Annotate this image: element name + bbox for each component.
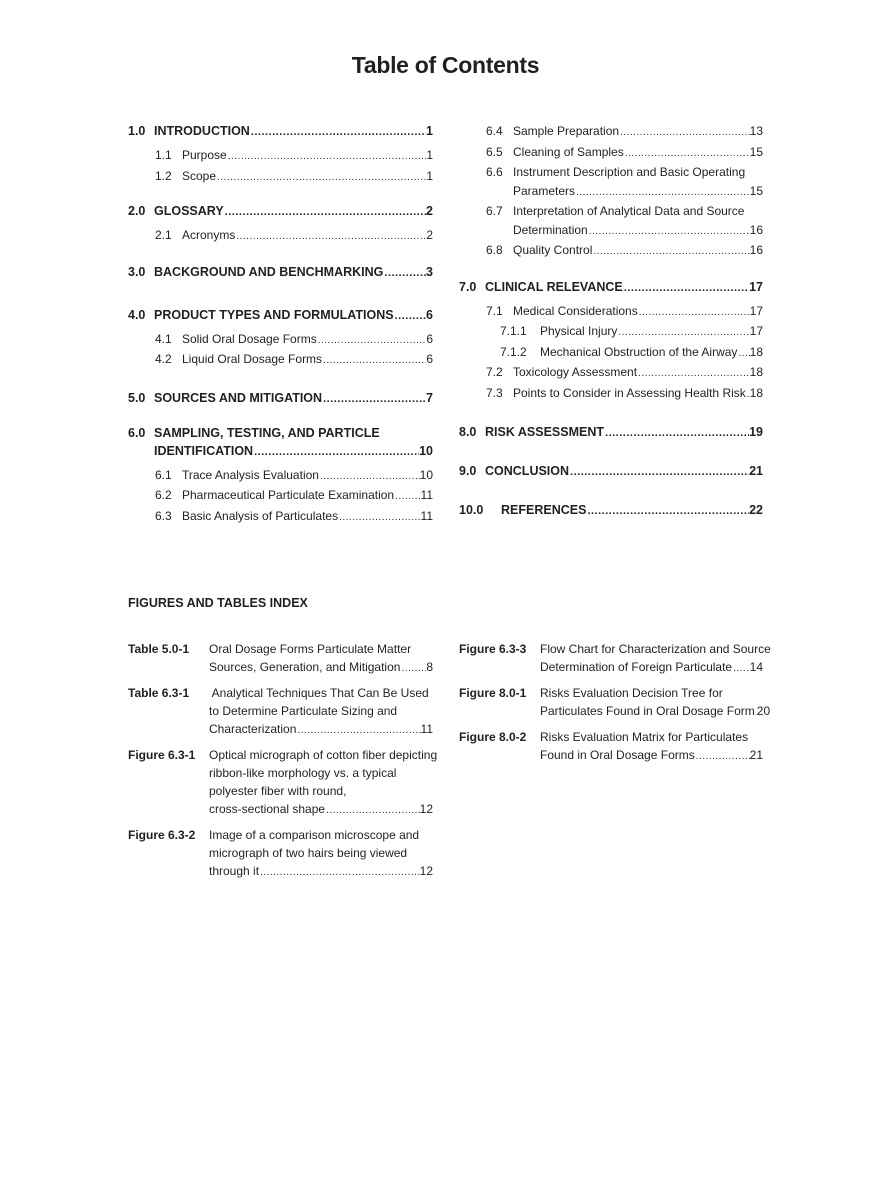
toc-entry[interactable] xyxy=(128,146,433,167)
figure-label: Figure 8.0-2 xyxy=(459,730,527,744)
figure-label: Table 6.3-1 xyxy=(128,686,190,700)
figure-caption-line xyxy=(209,702,433,720)
toc-entry-line xyxy=(501,501,763,520)
toc-entry-body xyxy=(513,302,763,323)
dot-leader xyxy=(383,264,426,282)
toc-entry-page: 17 xyxy=(749,279,763,294)
figure-caption-line xyxy=(540,746,763,766)
toc-entry[interactable] xyxy=(128,202,433,221)
dot-leader xyxy=(695,748,750,766)
dot-leader xyxy=(338,509,420,528)
figures-right-column xyxy=(459,640,771,766)
toc-entry-body xyxy=(513,163,763,202)
toc-entry-body xyxy=(182,167,433,188)
toc-entry-title: CONCLUSION xyxy=(485,464,570,478)
dot-leader xyxy=(638,304,750,323)
figure-caption-line xyxy=(540,702,771,722)
toc-entry[interactable] xyxy=(128,507,433,528)
toc-entry-number: 2.1 xyxy=(155,228,172,242)
toc-entry-body xyxy=(540,322,763,343)
toc-entry[interactable] xyxy=(459,343,763,364)
figure-page: 20 xyxy=(756,704,771,718)
toc-entry-page: 3 xyxy=(426,264,433,279)
toc-entry-page: 17 xyxy=(749,324,763,338)
toc-entry-page: 1 xyxy=(426,124,433,138)
toc-entry-number: 6.5 xyxy=(486,144,503,159)
figure-caption-line xyxy=(540,640,771,658)
toc-entry-number: 4.1 xyxy=(155,331,172,346)
toc-entry-number: 2.0 xyxy=(128,204,146,218)
figure-caption-line xyxy=(209,782,433,800)
toc-entry-line xyxy=(513,202,763,221)
toc-entry-title: Medical Considerations xyxy=(513,303,638,318)
figure-caption-text: Risks Evaluation Decision Tree for xyxy=(540,686,723,700)
toc-entry-title: Determination xyxy=(513,222,588,237)
toc-entry-number: 10.0 xyxy=(459,503,484,517)
dot-leader xyxy=(737,345,749,364)
figure-caption-text: Analytical Techniques That Can Be Used xyxy=(209,686,429,700)
toc-entry-number: 4.2 xyxy=(155,352,172,366)
dot-leader xyxy=(216,169,426,188)
toc-entry-page: 19 xyxy=(749,425,763,439)
figure-caption-text: Image of a comparison microscope and xyxy=(209,828,420,842)
toc-entry-line xyxy=(154,442,433,461)
figure-caption-text: Particulates Found in Oral Dosage Form xyxy=(540,704,755,718)
toc-entry-body xyxy=(182,226,433,247)
toc-entry-title: BACKGROUND AND BENCHMARKING xyxy=(154,264,384,279)
toc-entry-body xyxy=(485,423,763,442)
toc-entry-body xyxy=(182,350,433,371)
toc-entry[interactable] xyxy=(128,226,433,247)
toc-entry-body xyxy=(154,306,433,325)
dot-leader xyxy=(732,660,750,678)
toc-entry-title: Mechanical Obstruction of the Airway xyxy=(540,344,738,359)
toc-entry-title: Acronyms xyxy=(182,228,236,242)
toc-entry[interactable] xyxy=(459,501,763,520)
dot-leader xyxy=(592,243,749,262)
toc-entry-line xyxy=(154,202,433,221)
toc-entry-number: 1.2 xyxy=(155,168,172,183)
toc-entry-number: 1.1 xyxy=(155,148,172,162)
toc-entry-title: REFERENCES xyxy=(501,503,587,517)
figure-page: 21 xyxy=(749,748,763,762)
figure-caption-text: Flow Chart for Characterization and Source xyxy=(540,642,771,656)
toc-entry-number: 6.0 xyxy=(128,425,146,440)
toc-entry-number: 7.1 xyxy=(486,303,503,318)
toc-entry-title: INTRODUCTION xyxy=(154,124,250,138)
toc-entry-page: 6 xyxy=(426,307,433,322)
toc-entry-line xyxy=(154,389,433,408)
figure-caption-line xyxy=(209,684,433,702)
toc-entry-title: Purpose xyxy=(182,148,227,162)
toc-entry-line xyxy=(182,486,433,507)
toc-entry-line xyxy=(182,350,433,371)
figure-caption-line xyxy=(540,658,763,678)
toc-left-column xyxy=(128,122,433,527)
figure-index-entry[interactable] xyxy=(128,826,433,882)
figure-caption xyxy=(209,684,433,740)
toc-entry-body xyxy=(501,501,763,520)
figure-index-entry[interactable] xyxy=(459,728,763,766)
toc-entry-page: 16 xyxy=(749,243,763,257)
toc-entry-number: 6.1 xyxy=(155,467,172,482)
figure-caption-line xyxy=(540,728,763,746)
dot-leader xyxy=(296,722,420,740)
figure-index-entry[interactable] xyxy=(459,640,771,678)
toc-entry-title: Basic Analysis of Particulates xyxy=(182,508,339,523)
figure-page: 12 xyxy=(419,802,433,816)
toc-entry-line xyxy=(154,306,433,325)
toc-entry[interactable] xyxy=(128,122,433,141)
toc-entry-title: CLINICAL RELEVANCE xyxy=(485,279,623,294)
dot-leader xyxy=(394,488,420,507)
toc-entry[interactable] xyxy=(459,302,763,323)
toc-entry-title: SAMPLING, TESTING, AND PARTICLE xyxy=(154,425,380,440)
figure-page: 12 xyxy=(419,864,433,878)
toc-entry-body xyxy=(513,363,763,384)
toc-entry-page: 6 xyxy=(426,331,433,346)
toc-entry-title: Instrument Description and Basic Operating xyxy=(513,165,746,179)
toc-entry-title: RISK ASSESSMENT xyxy=(485,425,605,439)
toc-entry-title: IDENTIFICATION xyxy=(154,443,254,458)
toc-entry-title: Toxicology Assessment xyxy=(513,365,638,379)
toc-entry-page: 10 xyxy=(419,467,433,482)
toc-entry[interactable] xyxy=(459,384,763,405)
toc-entry-line xyxy=(513,363,763,384)
figure-index-entry[interactable] xyxy=(459,684,771,722)
toc-entry[interactable] xyxy=(128,389,433,408)
toc-entry-number: 7.0 xyxy=(459,279,477,294)
figure-caption xyxy=(209,746,438,820)
toc-entry-line xyxy=(485,423,763,442)
toc-entry-body xyxy=(513,143,763,164)
toc-entry-line xyxy=(154,263,433,282)
figure-caption-text: Optical micrograph of cotton fiber depicting xyxy=(209,748,438,762)
toc-entry-line xyxy=(154,424,433,442)
figure-caption xyxy=(540,640,771,678)
figure-label: Figure 8.0-1 xyxy=(459,686,527,700)
toc-entry-title: Quality Control xyxy=(513,243,593,257)
dot-leader xyxy=(394,307,426,325)
toc-entry-page: 11 xyxy=(420,508,433,523)
toc-entry-body xyxy=(182,330,433,351)
dot-leader xyxy=(253,443,419,461)
toc-entry-page: 18 xyxy=(749,385,763,400)
dot-leader xyxy=(227,148,427,167)
dot-leader xyxy=(322,390,426,408)
toc-entry-page: 15 xyxy=(749,183,763,198)
figure-caption-text: Oral Dosage Forms Particulate Matter xyxy=(209,642,412,656)
figures-left-column xyxy=(128,640,438,882)
toc-entry-page: 17 xyxy=(749,303,763,318)
toc-entry-page: 1 xyxy=(426,148,433,162)
figure-label: Figure 6.3-2 xyxy=(128,828,196,842)
toc-entry-body xyxy=(513,241,763,262)
dot-leader xyxy=(569,463,749,481)
figure-caption-text: Characterization xyxy=(209,722,297,736)
toc-entry-line xyxy=(540,322,763,343)
dot-leader xyxy=(325,802,420,820)
toc-entry[interactable] xyxy=(128,167,433,188)
figure-index-entry[interactable] xyxy=(128,684,433,740)
figure-caption-text: through it xyxy=(209,864,260,878)
dot-leader xyxy=(604,424,749,442)
toc-entry[interactable] xyxy=(459,462,763,481)
toc-entry-title: Points to Consider in Assessing Health Risk xyxy=(513,385,746,400)
figure-label: Figure 6.3-3 xyxy=(459,642,527,656)
toc-entry-page: 16 xyxy=(749,222,763,237)
toc-entry-body xyxy=(182,486,433,507)
figure-label: Figure 6.3-1 xyxy=(128,748,196,762)
toc-entry-page: 1 xyxy=(426,168,433,183)
toc-entry-line xyxy=(540,343,763,364)
toc-entry-number: 6.7 xyxy=(486,204,503,218)
toc-entry-title: Sample Preparation xyxy=(513,124,620,138)
toc-entry-page: 13 xyxy=(749,124,763,138)
page-title: Table of Contents xyxy=(351,52,540,78)
figure-caption-line xyxy=(209,658,433,678)
dot-leader xyxy=(317,332,427,351)
toc-entry-body xyxy=(182,146,433,167)
figure-caption-line xyxy=(209,826,433,844)
figure-caption xyxy=(540,728,763,766)
toc-entry-title: Pharmaceutical Particulate Examination xyxy=(182,488,395,502)
toc-entry-line xyxy=(513,302,763,323)
toc-entry-title: PRODUCT TYPES AND FORMULATIONS xyxy=(154,307,394,322)
toc-entry-page: 15 xyxy=(749,144,763,159)
toc-entry-title: SOURCES AND MITIGATION xyxy=(154,390,323,405)
toc-entry-page: 7 xyxy=(426,390,433,405)
toc-entry-number: 1.0 xyxy=(128,124,146,138)
figure-caption-text: Sources, Generation, and Mitigation xyxy=(209,660,401,674)
toc-entry-number: 7.3 xyxy=(486,385,503,400)
figure-index-entry[interactable] xyxy=(128,640,433,678)
toc-entry-line xyxy=(513,143,763,164)
figure-page: 11 xyxy=(420,722,433,736)
dot-leader xyxy=(322,352,426,371)
figure-caption xyxy=(209,826,433,882)
figure-label: Table 5.0-1 xyxy=(128,642,190,656)
toc-entry-body xyxy=(182,466,433,487)
figure-caption-text: ribbon-like morphology vs. a typical xyxy=(209,766,397,780)
toc-entry-number: 5.0 xyxy=(128,390,146,405)
toc-entry-page: 10 xyxy=(419,443,433,458)
dot-leader xyxy=(400,660,426,678)
toc-entry[interactable] xyxy=(459,423,763,442)
toc-entry-number: 6.4 xyxy=(486,124,503,138)
toc-entry-line xyxy=(513,221,763,242)
toc-entry-page: 18 xyxy=(749,365,763,379)
toc-entry-page: 2 xyxy=(426,228,433,242)
toc-entry-line xyxy=(513,384,763,405)
dot-leader xyxy=(319,468,420,487)
toc-entry[interactable] xyxy=(128,424,433,461)
toc-entry-line xyxy=(513,182,763,203)
figure-caption-line xyxy=(209,862,433,882)
dot-leader xyxy=(575,184,750,203)
toc-entry-title: Scope xyxy=(182,168,217,183)
figure-caption-text: cross-sectional shape xyxy=(209,802,326,816)
dot-leader xyxy=(250,123,426,141)
toc-entry[interactable] xyxy=(459,322,763,343)
toc-entry-number: 3.0 xyxy=(128,264,146,279)
figure-caption-text: Determination of Foreign Particulate xyxy=(540,660,733,674)
toc-entry[interactable] xyxy=(459,143,763,164)
toc-entry-page: 21 xyxy=(749,464,763,478)
toc-entry-title: Liquid Oral Dosage Forms xyxy=(182,352,323,366)
toc-entry-title: GLOSSARY xyxy=(154,204,224,218)
toc-entry[interactable] xyxy=(128,306,433,325)
toc-entry-body xyxy=(513,384,763,405)
toc-entry-line xyxy=(182,226,433,247)
toc-entry-line xyxy=(485,462,763,481)
figure-caption-text: to Determine Particulate Sizing and xyxy=(209,704,398,718)
toc-entry-line xyxy=(513,241,763,262)
dot-leader xyxy=(637,365,750,384)
toc-entry-number: 6.8 xyxy=(486,243,503,257)
toc-entry-line xyxy=(513,122,763,143)
toc-entry-body xyxy=(513,202,763,241)
toc-entry-number: 6.3 xyxy=(155,508,172,523)
toc-entry-body xyxy=(154,202,433,221)
toc-entry-number: 4.0 xyxy=(128,307,146,322)
toc-entry[interactable] xyxy=(128,330,433,351)
toc-entry[interactable] xyxy=(459,202,763,241)
toc-entry-body xyxy=(154,122,433,141)
toc-entry-page: 6 xyxy=(426,352,433,366)
toc-entry-page: 18 xyxy=(749,344,763,359)
figure-caption-text: polyester fiber with round, xyxy=(209,784,347,798)
dot-leader xyxy=(623,279,749,297)
figure-page: 14 xyxy=(749,660,763,674)
toc-entry-title: Parameters xyxy=(513,183,576,198)
dot-leader xyxy=(586,502,749,520)
toc-entry-number: 9.0 xyxy=(459,464,477,478)
figure-caption-line xyxy=(209,640,433,658)
toc-entry[interactable] xyxy=(128,263,433,282)
toc-entry-body xyxy=(182,507,433,528)
dot-leader xyxy=(619,124,750,143)
dot-leader xyxy=(235,228,426,247)
figure-caption-line xyxy=(209,746,438,764)
toc-entry-line xyxy=(182,146,433,167)
toc-entry-body xyxy=(513,122,763,143)
dot-leader xyxy=(259,864,420,882)
toc-entry-line xyxy=(182,466,433,487)
toc-entry-line xyxy=(182,507,433,528)
dot-leader xyxy=(224,203,426,221)
dot-leader xyxy=(617,324,749,343)
toc-entry-page: 11 xyxy=(420,488,433,502)
figure-caption-line xyxy=(209,764,433,782)
toc-entry[interactable] xyxy=(459,241,763,262)
toc-entry-number: 7.1.1 xyxy=(500,324,527,338)
figure-caption-line xyxy=(209,800,433,820)
toc-entry-title: Physical Injury xyxy=(540,324,618,338)
toc-entry-title: Trace Analysis Evaluation xyxy=(182,467,319,482)
toc-entry-page: 2 xyxy=(426,204,433,218)
toc-entry-line xyxy=(485,278,763,297)
dot-leader xyxy=(624,145,750,164)
toc-entry-body xyxy=(154,263,433,282)
toc-entry-number: 7.2 xyxy=(486,365,503,379)
toc-entry-body xyxy=(154,424,433,461)
toc-entry-line xyxy=(154,122,433,141)
toc-entry-number: 8.0 xyxy=(459,425,477,439)
dot-leader xyxy=(588,223,750,242)
toc-entry-body xyxy=(540,343,763,364)
toc-entry-body xyxy=(154,389,433,408)
toc-entry-title: Cleaning of Samples xyxy=(513,144,624,159)
toc-entry-number: 6.2 xyxy=(155,488,172,502)
figure-caption-text: Risks Evaluation Matrix for Particulates xyxy=(540,730,749,744)
figure-caption-text: micrograph of two hairs being viewed xyxy=(209,846,408,860)
figure-caption-line xyxy=(209,720,433,740)
toc-entry-number: 7.1.2 xyxy=(500,344,527,359)
figure-caption-line xyxy=(540,684,763,702)
figure-caption xyxy=(540,684,771,722)
figure-index-entry[interactable] xyxy=(128,746,438,820)
toc-entry[interactable] xyxy=(128,466,433,487)
toc-entry-number: 6.6 xyxy=(486,165,503,179)
toc-entry-title: Solid Oral Dosage Forms xyxy=(182,331,317,346)
figure-caption xyxy=(209,640,433,678)
toc-entry[interactable] xyxy=(128,486,433,507)
figures-heading: FIGURES AND TABLES INDEX xyxy=(128,596,308,610)
toc-entry[interactable] xyxy=(128,350,433,371)
figure-caption-text: Found in Oral Dosage Forms xyxy=(540,748,695,762)
toc-entry-body xyxy=(485,462,763,481)
toc-entry-line xyxy=(182,167,433,188)
toc-entry[interactable] xyxy=(459,163,763,202)
toc-right-column xyxy=(459,122,763,520)
figure-page: 8 xyxy=(426,660,433,674)
toc-entry-line xyxy=(513,163,763,182)
toc-entry-page: 22 xyxy=(749,503,763,517)
toc-entry-line xyxy=(182,330,433,351)
figure-caption-line xyxy=(209,844,433,862)
toc-entry[interactable] xyxy=(459,278,763,297)
toc-entry-title: Interpretation of Analytical Data and Source xyxy=(513,204,745,218)
toc-entry[interactable] xyxy=(459,363,763,384)
toc-entry-body xyxy=(485,278,763,297)
toc-entry[interactable] xyxy=(459,122,763,143)
